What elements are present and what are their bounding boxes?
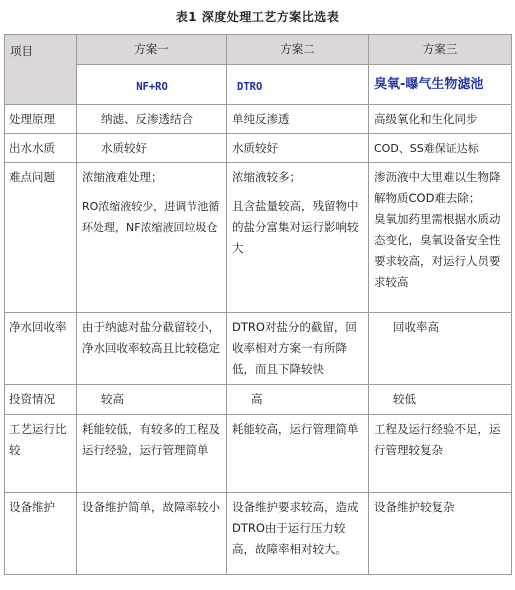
- table-title: 表1 深度处理工艺方案比选表: [175, 10, 340, 24]
- cell-paragraph: RO浓缩液较少，进调节池循环处理，NF浓缩液回垃圾仓: [82, 200, 220, 234]
- table-cell: 水质较好: [227, 134, 369, 163]
- table-row: [5, 134, 512, 163]
- row-label: 投资情况: [5, 385, 77, 415]
- table-cell: [227, 163, 369, 313]
- table-cell: 水质较好: [77, 134, 227, 163]
- header-plan3: 方案三: [369, 35, 512, 65]
- table-cell: [77, 163, 227, 313]
- row-label: 处理原理: [5, 105, 77, 134]
- table-row: [5, 385, 512, 415]
- table-cell: 工程及运行经验不足，运行管理较复杂: [369, 415, 512, 493]
- table-row: [5, 313, 512, 385]
- header-plan2: 方案二: [227, 35, 369, 65]
- row-label: 出水水质: [5, 134, 77, 163]
- row-label: 难点问题: [5, 163, 77, 313]
- comparison-table: [4, 34, 512, 575]
- row-label: 净水回收率: [5, 313, 77, 385]
- table-row: [5, 493, 512, 575]
- cell-paragraph: 浓缩液难处理；: [82, 170, 163, 184]
- table-cell: 较低: [369, 385, 512, 415]
- table-row: [5, 415, 512, 493]
- cell-paragraph: 浓缩液较多；: [232, 170, 301, 184]
- header-row: [5, 35, 512, 65]
- table-cell: 耗能较高，运行管理简单: [227, 415, 369, 493]
- header-item: 项目: [5, 35, 77, 105]
- table-cell: 纳滤、反渗透结合: [77, 105, 227, 134]
- table-cell: 耗能较低，有较多的工程及运行经验，运行管理简单: [77, 415, 227, 493]
- table-cell: 单纯反渗透: [227, 105, 369, 134]
- row-label: 设备维护: [5, 493, 77, 575]
- table-cell: 由于纳滤对盐分截留较小，净水回收率较高且比较稳定: [77, 313, 227, 385]
- table-cell: 高: [227, 385, 369, 415]
- table-cell: 设备维护简单，故障率较小: [77, 493, 227, 575]
- cell-paragraph: 臭氧加药里需根据水质动态变化，臭氧设备安全性要求较高，对运行人员要求较高: [374, 212, 501, 289]
- cell-paragraph: 且含盐量较高，残留物中的盐分富集对运行影响较大: [232, 199, 359, 255]
- table-row: [5, 163, 512, 313]
- table-cell: COD、SS难保证达标: [369, 134, 512, 163]
- table-row: [5, 105, 512, 134]
- subheader-plan2: DTRO: [227, 65, 369, 105]
- table-cell: [369, 163, 512, 313]
- table-cell: 回收率高: [369, 313, 512, 385]
- table-cell: 高级氧化和生化同步: [369, 105, 512, 134]
- subheader-plan3: 臭氧-曝气生物滤池: [369, 65, 512, 105]
- row-label: 工艺运行比较: [5, 415, 77, 493]
- cell-paragraph: 渗沥液中大里难以生物降解物质COD难去除；: [374, 170, 501, 205]
- subheader-row: [5, 65, 512, 105]
- table-cell: DTRO对盐分的截留，回收率相对方案一有所降低，而且下降较快: [227, 313, 369, 385]
- table-cell: 设备维护要求较高，造成DTRO由于运行压力较高，故障率相对较大。: [227, 493, 369, 575]
- header-plan1: 方案一: [77, 35, 227, 65]
- table-cell: 设备维护较复杂: [369, 493, 512, 575]
- subheader-plan1: NF+RO: [77, 65, 227, 105]
- table-cell: 较高: [77, 385, 227, 415]
